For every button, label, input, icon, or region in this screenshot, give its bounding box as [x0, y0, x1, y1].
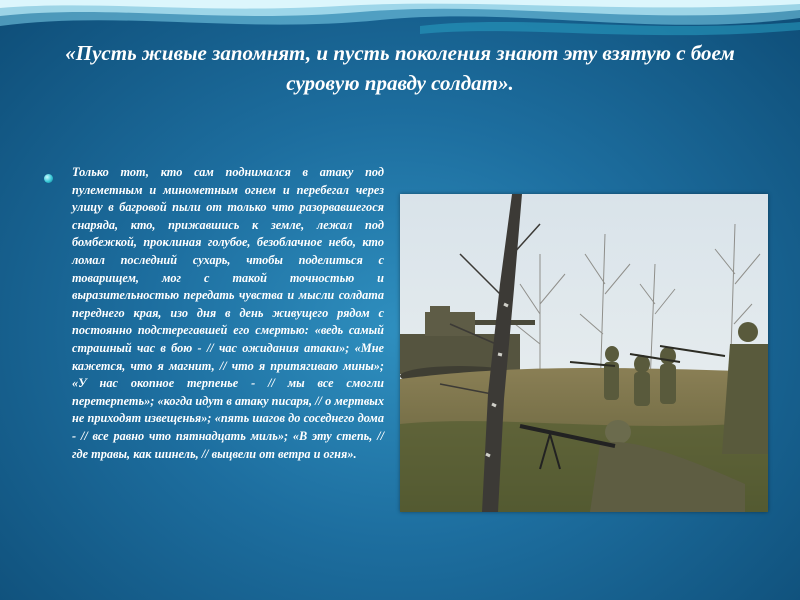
slide-title: «Пусть живые запомнят, и пусть поколения знают эту взятую с боем суровую правду солдат».	[65, 41, 735, 95]
slide-body-text: Только тот, кто сам поднимался в атаку под пулеметным и минометным огнем и перебегал через улицу в багровой пыли от только что разорвавшегося снаряда, кто, прижавшись к земле, лежал под бомбежкой, проклиная голубое, безоблачное небо, кто ломал последний сухарь, чтобы поделиться с товарищем, мог с такой точностью и выразительностью передать чувства и мысли солдата переднего края, изо дня в день живущего рядом с постоянно подстерегавшей его смертью: «ведь самый страшный час в бою - // час ожидания атаки»; «Мне кажется, что я магнит, // что я притягиваю мины»; «У нас окопное терпенье - // мы все смогли перетерпеть»; «когда идут в атаку писаря, // о мертвых не приходят извещенья»; «пять шагов до соседнего дома - // все равно что пятнадцать миль»; «В эту степь, // где травы, как шинель, // выцвели от ветра и огня».	[72, 165, 384, 461]
bullet-icon	[44, 174, 53, 183]
war-photo	[400, 194, 768, 512]
